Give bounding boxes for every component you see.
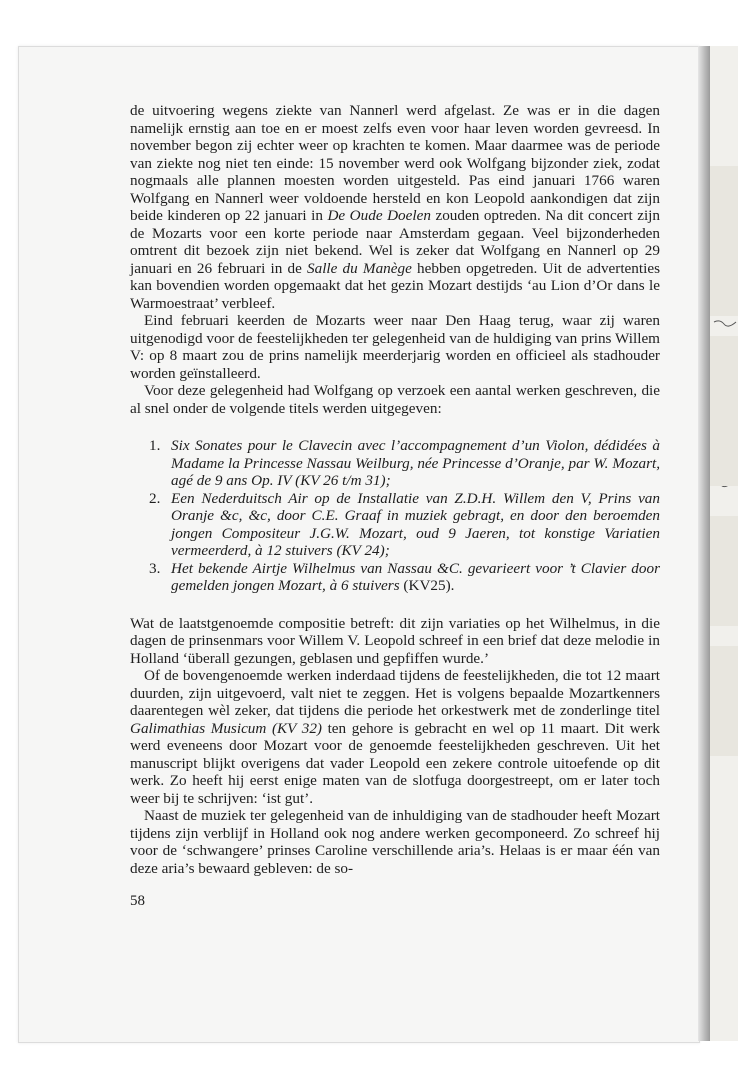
paragraph bbox=[130, 102, 660, 312]
paragraph: Voor deze gelegenheid had Wolfgang op verzoek een aantal werken geschreven, die al snel onder de volgende titels werden uitgegeven: bbox=[130, 382, 660, 417]
paragraph: Eind februari keerden de Mozarts weer naar Den Haag terug, waar zij waren uitgenodigd voor de feestelijkheden ter gelegenheid van de huldiging van prins Willem V: op 8 maart zou de prins namelijk meerderjarig worden en officieel als stadhouder worden geïnstalleerd. bbox=[130, 312, 660, 382]
book-gutter bbox=[698, 46, 710, 1041]
manuscript-strip bbox=[710, 166, 738, 316]
work-title: Het bekende Airtje Wilhelmus van Nassau &C. gevarieert voor ’t Clavier door gemelden jongen Mozart, à 6 stuivers bbox=[171, 559, 660, 594]
manuscript-strip bbox=[710, 646, 738, 756]
work-title: Six Sonates pour le Clavecin avec l’accompagnement d’un Violon, dédidées à Madame la Princesse Nassau Weilburg, née Princesse d’Oranje, par W. Mozart, agé de 9 ans Op. IV (KV 26 t/m 31); bbox=[171, 437, 660, 489]
work-title: Een Nederduitsch Air op de Installatie van Z.D.H. Willem den V, Prins van Oranje &c, &c, door C.E. Graaf in muziek gebragt, en door den beroemden jongen Compositeur J.G.W. Mozart, oud 9 Jaeren, tot konstige Variatien vermeerderd, à 12 stuivers (KV 24); bbox=[171, 489, 660, 559]
list-number: 2. bbox=[149, 489, 161, 507]
paragraph: Wat de laatstgenoemde compositie betreft: dit zijn variaties op het Wilhelmus, in die dagen de prinsenmars voor Willem V. Leopold schreef in een brief dat deze melodie in Holland ‘überall gezungen, geblasen und gepfiffen wurde.’ bbox=[130, 614, 660, 667]
adjacent-page-manuscript bbox=[710, 46, 738, 1041]
page-number: 58 bbox=[130, 893, 145, 909]
paragraph: Naast de muziek ter gelegenheid van de inhuldiging van de stadhouder heeft Mozart tijdens zijn verblijf in Holland ook nog andere werken gecomponeerd. Zo schreef hij voor de ‘schwangere’ prinses Caroline verschillende aria’s. Helaas is er maar één van deze aria’s bewaard gebleven: de so- bbox=[130, 807, 660, 877]
text-run: zouden optreden. Na dit concert zijn de Mozarts voor een korte periode naar Amsterdam gegaan. Veel bijzonderheden omtrent dit bezoek zijn niet bekend. Wel is zeker dat Wolfgang en Nannerl op 29 januari en 26 februari in de bbox=[130, 207, 660, 277]
manuscript-strip bbox=[710, 516, 738, 626]
body-text bbox=[130, 102, 660, 877]
list-item bbox=[130, 490, 660, 560]
text-run: Of de bovengenoemde werken inderdaad tijdens de feestelijkheden, die tot 12 maart duurden, zijn uitgevoerd, valt niet te zeggen. Het is volgens bepaalde Mozartkenners daarentegen wèl zeker, dat tijdens die periode het orkestwerk met de zonderlinge titel bbox=[130, 667, 660, 719]
italic-venue: De Oude Doelen bbox=[327, 207, 431, 224]
text-run: hebben opgetreden. Uit de advertenties kan bovendien worden opgemaakt dat het gezin Mozart destijds ‘au Lion d’Or dans le Warmoestraat’ verbleef. bbox=[130, 259, 660, 312]
italic-work-title: Galimathias Musicum (KV 32) bbox=[130, 719, 322, 737]
list-item bbox=[130, 437, 660, 490]
works-list bbox=[130, 437, 660, 595]
manuscript-strip bbox=[710, 336, 738, 486]
list-item bbox=[130, 560, 660, 595]
italic-venue: Salle du Manège bbox=[307, 259, 412, 277]
list-number: 3. bbox=[149, 559, 161, 577]
paragraph bbox=[130, 667, 660, 807]
list-number: 1. bbox=[149, 437, 161, 454]
text-run: ten gehore is gebracht en wel op 11 maart. Dit werk werd eveneens door Mozart voor de genoemde feestelijkheden geschreven. Uit het manuscript blijkt overigens dat vader Leopold een zekere controle uitoefende op dit werk. Zo heeft hij eerst enige maten van de slotfuga doorgestreept, om er later toch weer bij te schrijven: ‘ist gut’. bbox=[130, 719, 661, 807]
work-suffix: (KV25). bbox=[399, 577, 455, 594]
text-run: de uitvoering wegens ziekte van Nannerl werd afgelast. Ze was er in die dagen namelijk ernstig aan toe en er moest zelfs even voor haar leven worden gevreesd. In november begon zij echter weer op krachten te komen. Maar daarmee was de periode van ziekte nog niet ten einde: 15 november werd ook Wolfgang bijzonder ziek, zodat nogmaals alle plannen moesten worden uitgesteld. Pas eind januari 1766 waren Wolfgang en Nannerl weer voldoende hersteld en kon Leopold aankondigen dat zijn beide kinderen op 22 januari in bbox=[130, 102, 660, 224]
